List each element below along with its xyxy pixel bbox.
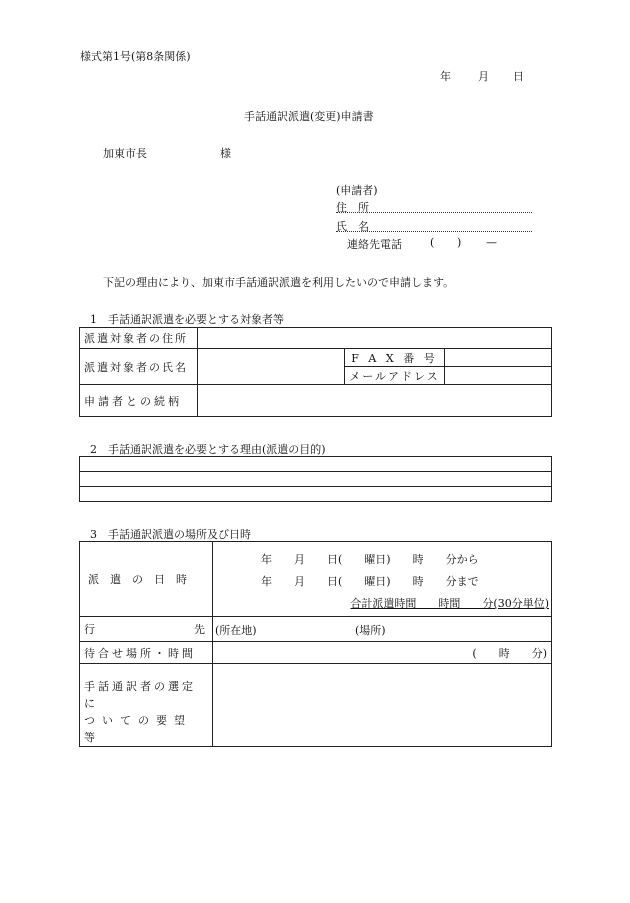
applicant-name-line[interactable] — [336, 231, 532, 232]
phone-dash: — — [486, 236, 497, 249]
target-address-label: 派遣対象者の住所 — [80, 328, 198, 349]
target-name-field[interactable] — [198, 349, 345, 385]
date-year: 年 — [440, 70, 451, 83]
addressee-honorific: 様 — [220, 147, 231, 160]
datetime-from: 年 月 日( 曜日) 時 分から — [261, 553, 479, 566]
date-month: 月 — [478, 70, 489, 83]
date-day: 日 — [513, 70, 524, 83]
applicant-address-line[interactable] — [336, 212, 532, 213]
phone-paren-open: ( — [430, 236, 435, 249]
fax-field[interactable] — [445, 349, 552, 367]
relation-label: 申請者との続柄 — [80, 385, 198, 417]
fax-label: F A X 番 号 — [345, 349, 445, 367]
reason-line[interactable] — [80, 472, 552, 487]
reason-line[interactable] — [80, 457, 552, 472]
request-label-line1: 手話通訳者の選定に — [84, 680, 196, 710]
section2-heading: 2 手話通訳派遣を必要とする理由(派遣の目的) — [90, 443, 326, 456]
relation-field[interactable] — [198, 385, 552, 417]
email-label: メールアドレス — [345, 367, 445, 385]
section2-table — [79, 456, 552, 502]
applicant-name-label: 氏 名 — [336, 220, 369, 233]
section1-table — [79, 327, 552, 417]
request-field[interactable] — [213, 664, 552, 747]
section3-heading: 3 手話通訳派遣の場所及び日時 — [90, 528, 251, 541]
reason-line[interactable] — [80, 487, 552, 502]
form-number: 様式第1号(第8条関係) — [80, 50, 191, 63]
datetime-label: 派 遣 の 日 時 — [80, 542, 213, 617]
section1-heading: 1 手話通訳派遣を必要とする対象者等 — [90, 313, 284, 326]
meeting-time-field[interactable] — [213, 642, 552, 664]
page-title: 手話通訳派遣(変更)申請書 — [244, 110, 374, 123]
applicant-heading: (申請者) — [336, 184, 378, 197]
datetime-to: 年 月 日( 曜日) 時 分まで — [261, 575, 479, 588]
section3-table — [79, 541, 552, 747]
location-label: (所在地) — [215, 624, 257, 637]
intro-text: 下記の理由により、加東市手話通訳派遣を利用したいので申請します。 — [103, 276, 455, 289]
applicant-address-label: 住 所 — [336, 201, 369, 214]
target-name-label: 派遣対象者の氏名 — [80, 349, 198, 385]
meeting-label: 待合せ場所・時間 — [80, 642, 213, 664]
meeting-time: ( 時 分) — [472, 646, 547, 660]
destination-field[interactable] — [213, 617, 552, 642]
datetime-total: 合計派遣時間 時間 分(30分単位) — [350, 597, 549, 610]
target-address-field[interactable] — [198, 328, 552, 349]
phone-paren-close: ) — [457, 236, 462, 249]
request-label — [80, 664, 213, 747]
email-field[interactable] — [445, 367, 552, 385]
destination-label: 行 先 — [80, 617, 213, 642]
request-label-line2: ついての要望等 — [84, 714, 192, 744]
datetime-field[interactable] — [213, 542, 552, 617]
applicant-phone-label: 連絡先電話 — [347, 238, 402, 251]
addressee-name: 加東市長 — [103, 147, 147, 160]
place-label: (場所) — [355, 624, 386, 637]
